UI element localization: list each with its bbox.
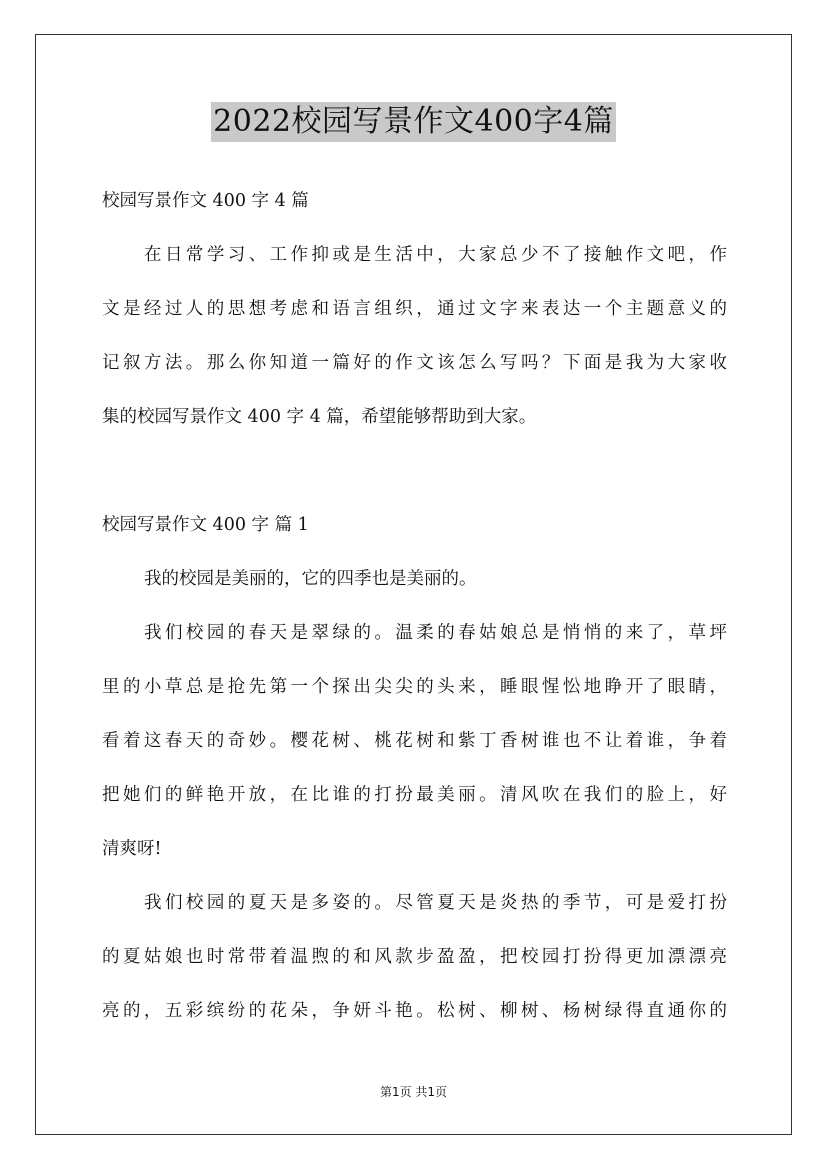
- spring-line: 我们校园的春天是翠绿的。温柔的春姑娘总是悄悄的来了，草坪: [144, 623, 727, 643]
- paragraph-line: 我的校园是美丽的，它的四季也是美丽的。: [144, 569, 477, 589]
- summer-line: 亮的，五彩缤纷的花朵，争妍斗艳。松树、柳树、杨树绿得直通你的: [102, 1001, 727, 1021]
- intro-line: 在日常学习、工作抑或是生活中，大家总少不了接触作文吧，作: [144, 245, 727, 265]
- intro-line: 集的校园写景作文 400 字 4 篇，希望能够帮助到大家。: [102, 407, 537, 427]
- section-heading: 校园写景作文 400 字 篇 1: [102, 515, 309, 535]
- spring-line: 里的小草总是抢先第一个探出尖尖的头来，睡眼惺忪地睁开了眼睛，: [102, 677, 727, 697]
- paragraph-gap: [102, 444, 727, 498]
- document-subtitle: 校园写景作文 400 字 4 篇: [102, 191, 309, 211]
- title-container: [0, 102, 827, 142]
- intro-line: 记叙方法。那么你知道一篇好的作文该怎么写吗？下面是我为大家收: [102, 353, 727, 373]
- page-footer: 第1页 共1页: [379, 1085, 448, 1099]
- summer-line: 我们校园的夏天是多姿的。尽管夏天是炎热的季节，可是爱打扮: [144, 893, 727, 913]
- summer-line: 的夏姑娘也时常带着温煦的和风款步盈盈，把校园打扮得更加漂漂亮: [102, 947, 727, 967]
- intro-line: 文是经过人的思想考虑和语言组织，通过文字来表达一个主题意义的: [102, 299, 727, 319]
- spring-line: 把她们的鲜艳开放，在比谁的打扮最美丽。清风吹在我们的脸上，好: [102, 785, 727, 805]
- document-title: 2022校园写景作文400字4篇: [211, 102, 616, 142]
- document-body: [102, 174, 727, 1038]
- spring-line: 看着这春天的奇妙。樱花树、桃花树和紫丁香树谁也不让着谁，争着: [102, 731, 727, 751]
- spring-line: 清爽呀!: [102, 839, 162, 859]
